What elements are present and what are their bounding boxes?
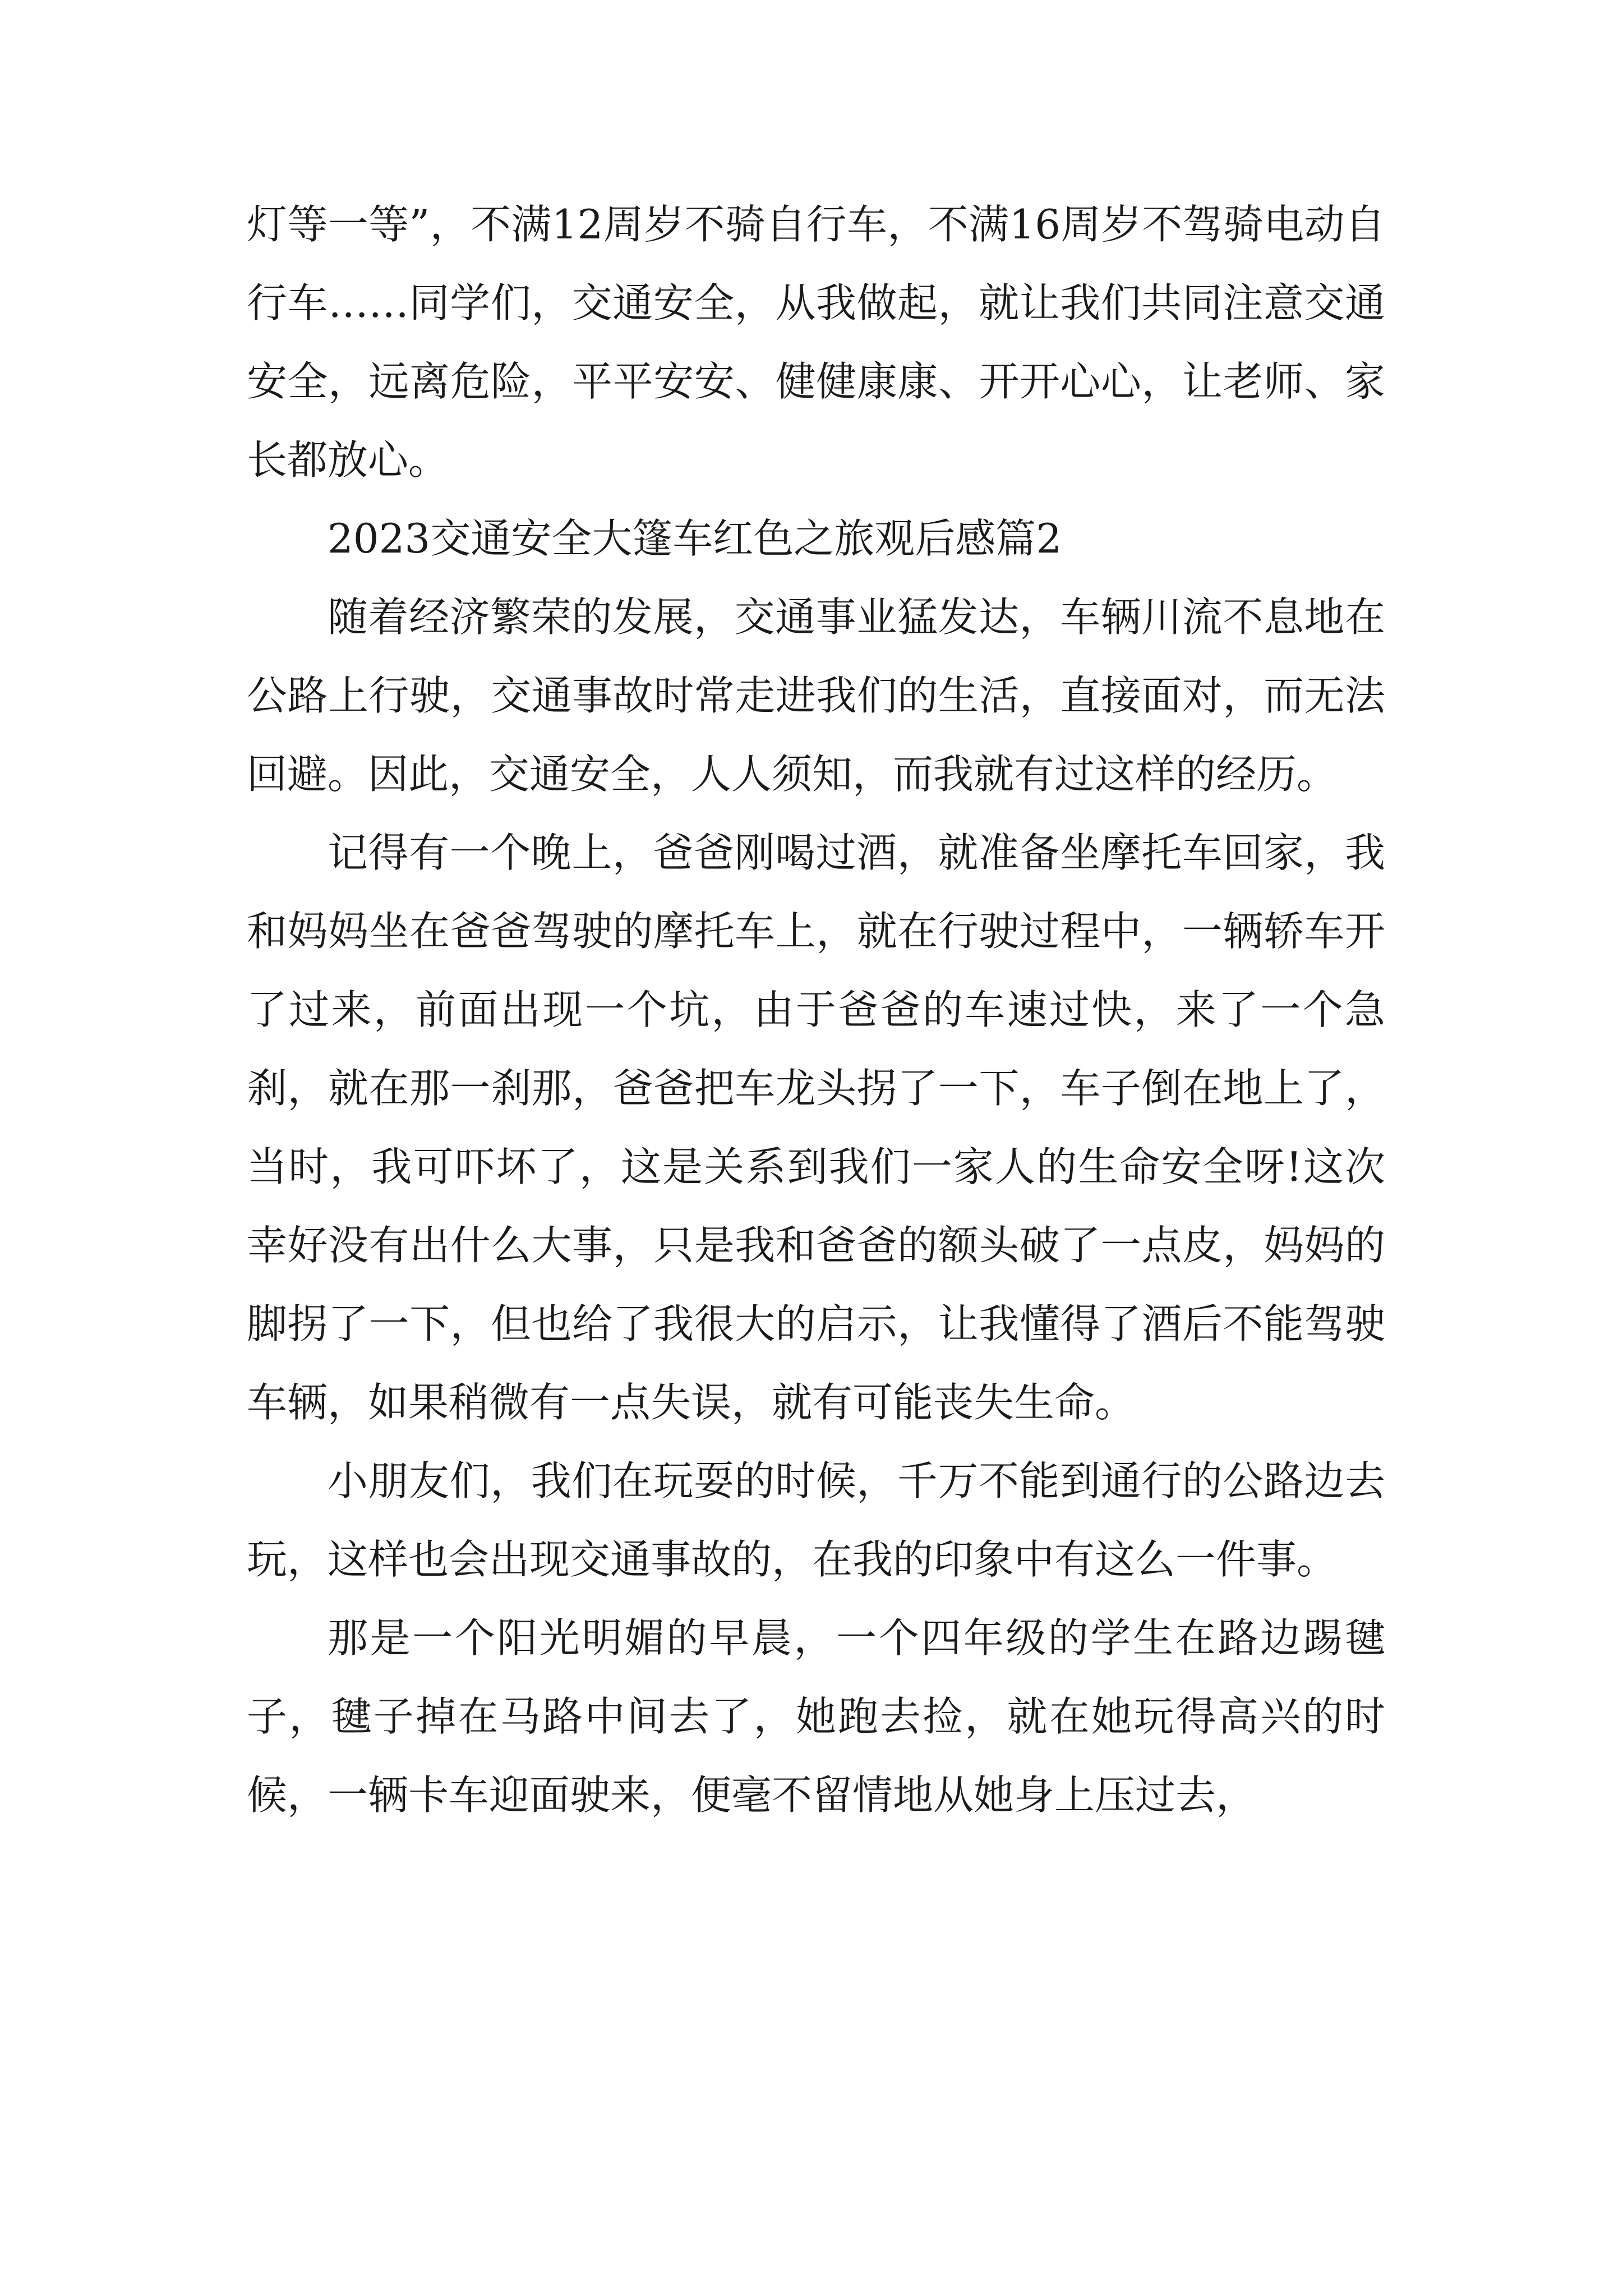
document-body	[247, 185, 1385, 1834]
section-heading: 2023交通安全大篷车红色之旅观后感篇2	[328, 515, 1062, 562]
body-paragraph: 那是一个阳光明媚的早晨，一个四年级的学生在路边踢毽子，毽子掉在马路中间去了，她跑去捡，就在她玩得高兴的时候，一辆卡车迎面驶来，便毫不留情地从她身上压过去，	[247, 1614, 1385, 1819]
body-paragraph: 随着经济繁荣的发展，交通事业猛发达，车辆川流不息地在公路上行驶，交通事故时常走进我们的生活，直接面对，而无法回避。因此，交通安全，人人须知，而我就有过这样的经历。	[247, 593, 1385, 798]
continuation-paragraph: 灯等一等”，不满12周岁不骑自行车，不满16周岁不驾骑电动自行车……同学们，交通安全，从我做起，就让我们共同注意交通安全，远离危险，平平安安、健健康康、开开心心，让老师、家长都放心。	[247, 201, 1385, 484]
body-paragraph: 记得有一个晚上，爸爸刚喝过酒，就准备坐摩托车回家，我和妈妈坐在爸爸驾驶的摩托车上，就在行驶过程中，一辆轿车开了过来，前面出现一个坑，由于爸爸的车速过快，来了一个急刹，就在那一刹那，爸爸把车龙头拐了一下，车子倒在地上了，当时，我可吓坏了，这是关系到我们一家人的生命安全呀!这次幸好没有出什么大事，只是我和爸爸的额头破了一点皮，妈妈的脚拐了一下，但也给了我很大的启示，让我懂得了酒后不能驾驶车辆，如果稍微有一点失误，就有可能丧失生命。	[247, 829, 1385, 1426]
body-paragraph: 小朋友们，我们在玩耍的时候，千万不能到通行的公路边去玩，这样也会出现交通事故的，在我的印象中有这么一件事。	[247, 1457, 1385, 1583]
